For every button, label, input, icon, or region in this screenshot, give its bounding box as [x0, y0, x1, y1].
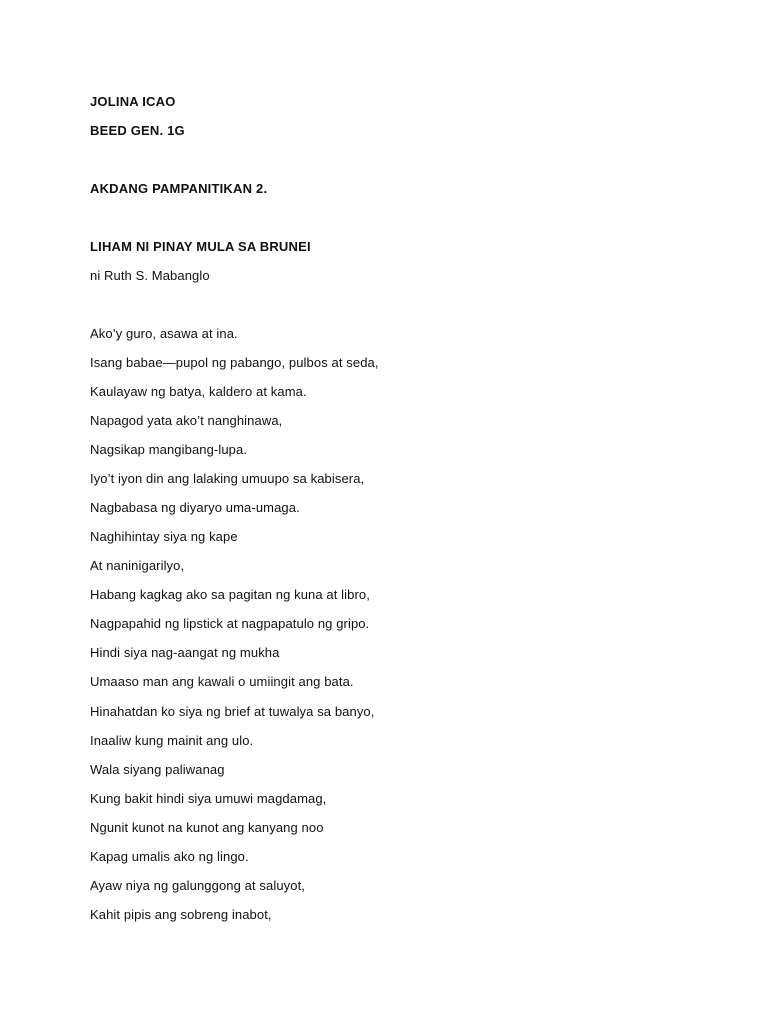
- poem-line: Kaulayaw ng batya, kaldero at kama.: [90, 384, 307, 399]
- poem-line: At naninigarilyo,: [90, 558, 185, 573]
- student-course: BEED GEN. 1G: [90, 123, 185, 138]
- assignment-title: AKDANG PAMPANITIKAN 2.: [90, 181, 268, 196]
- poem-line: Inaaliw kung mainit ang ulo.: [90, 733, 254, 748]
- poem-line: Wala siyang paliwanag: [90, 762, 225, 777]
- poem-line: Ngunit kunot na kunot ang kanyang noo: [90, 820, 324, 835]
- poem-line: Hindi siya nag-aangat ng mukha: [90, 645, 280, 660]
- poem-line: Hinahatdan ko siya ng brief at tuwalya sa banyo,: [90, 704, 375, 719]
- poem-line: Kung bakit hindi siya umuwi magdamag,: [90, 791, 327, 806]
- poem-line: Nagpapahid ng lipstick at nagpapatulo ng gripo.: [90, 616, 370, 631]
- poem-line: Kahit pipis ang sobreng inabot,: [90, 907, 272, 922]
- poem-line: Naghihintay siya ng kape: [90, 529, 238, 544]
- poem-line: Kapag umalis ako ng lingo.: [90, 849, 249, 864]
- poem-title: LIHAM NI PINAY MULA SA BRUNEI: [90, 239, 311, 254]
- poem-author: ni Ruth S. Mabanglo: [90, 268, 210, 283]
- poem-line: Napagod yata ako’t nanghinawa,: [90, 413, 283, 428]
- poem-line: Umaaso man ang kawali o umiingit ang bata.: [90, 674, 354, 689]
- poem-line: Nagsikap mangibang-lupa.: [90, 442, 248, 457]
- poem-line: Ako’y guro, asawa at ina.: [90, 326, 238, 341]
- poem-line: Isang babae—pupol ng pabango, pulbos at seda,: [90, 355, 379, 370]
- poem-line: Nagbabasa ng diyaryo uma-umaga.: [90, 500, 300, 515]
- poem-line: Iyo’t iyon din ang lalaking umuupo sa kabisera,: [90, 471, 365, 486]
- student-name: JOLINA ICAO: [90, 94, 176, 109]
- poem-line: Habang kagkag ako sa pagitan ng kuna at libro,: [90, 587, 370, 602]
- poem-line: Ayaw niya ng galunggong at saluyot,: [90, 878, 306, 893]
